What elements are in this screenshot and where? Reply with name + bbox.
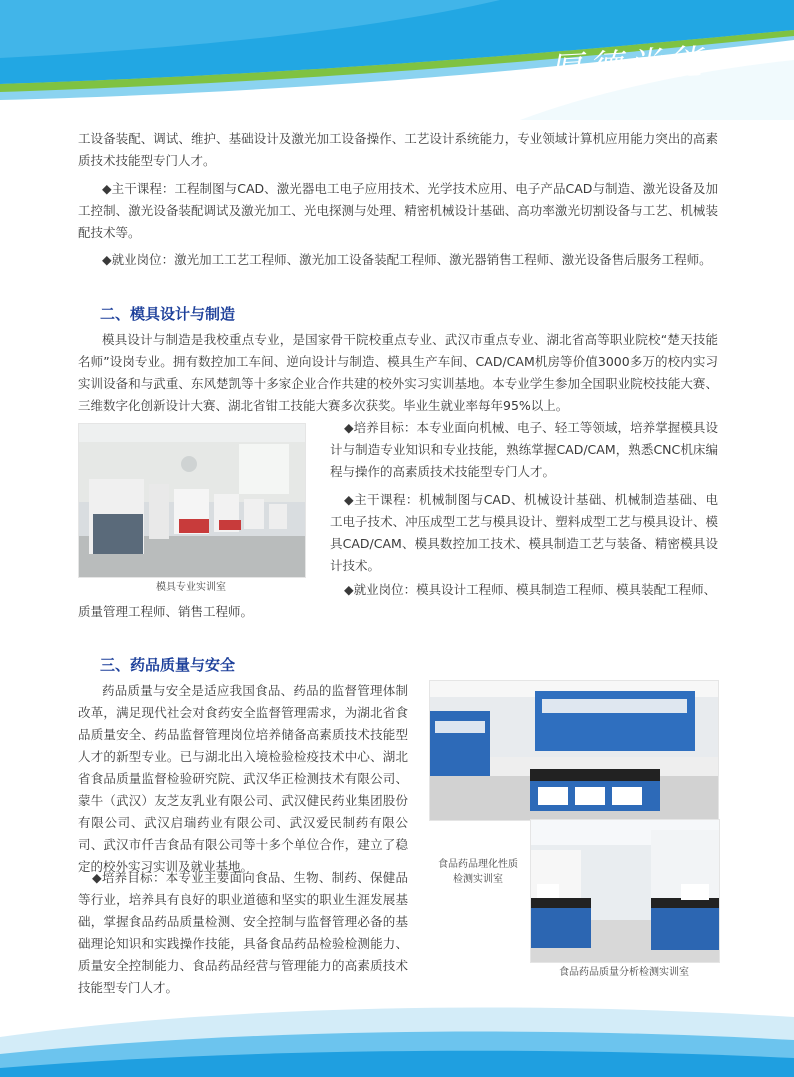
section3-title: 三、药品质量与安全	[100, 656, 236, 674]
footer-banner	[0, 982, 794, 1077]
section2-jobs-line1: ◆就业岗位：模具设计工程师、模具制造工程师、模具装配工程师、	[344, 582, 717, 597]
physchem-lab-caption	[436, 857, 520, 887]
mold-lab-photo	[78, 423, 306, 578]
section2-courses: ◆主干课程：机械制图与CAD、机械设计基础、机械制造基础、电工电子技术、冲压成型工艺与模具设计、塑料成型工艺与模具设计、模具CAD/CAM、模具数控加工技术、模具制造工艺与装备、精密模具设计技术。	[330, 492, 718, 573]
section2-goal: ◆培养目标：本专业面向机械、电子、轻工等领域，培养掌握模具设计与制造专业知识和专业技能，熟练掌握CAD/CAM，熟悉CNC机床编程与操作的高素质技术技能型专门人才。	[330, 420, 718, 479]
physchem-lab-caption-line2: 检测实训室	[453, 874, 503, 885]
intro-courses: ◆主干课程：工程制图与CAD、激光器电工电子应用技术、光学技术应用、电子产品CAD与制造、激光设备及加工控制、激光设备装配调试及激光加工、光电探测与处理、精密机械设计基础、高功率激光切割设备与工艺、机械装配技术等。	[78, 181, 718, 240]
physchem-lab-caption-line1: 食品药品理化性质	[438, 859, 518, 870]
mold-lab-caption: 模具专业实训室	[156, 582, 226, 593]
intro-jobs: ◆就业岗位：激光加工工艺工程师、激光加工设备装配工程师、激光器销售工程师、激光设备售后服务工程师。	[102, 252, 712, 267]
section2-jobs-line2: 质量管理工程师、销售工程师。	[78, 604, 254, 619]
section2-title: 二、模具设计与制造	[100, 305, 236, 323]
header-banner	[0, 0, 794, 120]
section3-intro: 药品质量与安全是适应我国食品、药品的监督管理体制改革，满足现代社会对食药安全监督管理需求，为湖北省食品质量安全、药品监督管理岗位培养储备高素质技术技能型人才的新型专业。已与湖北出入境检验检疫技术中心、湖北省食品质量监督检验研究院、武汉华正检测技术有限公司、蒙牛（武汉）友芝友乳业有限公司、武汉健民药业集团股份有限公司、武汉启瑞药业有限公司、武汉爱民制药有限公司、武汉市仟吉食品有限公司等十多个单位合作，建立了稳定的校外实习实训及就业基地。	[78, 683, 408, 874]
quality-lab-caption: 食品药品质量分析检测实训室	[559, 967, 689, 978]
section2-intro: 模具设计与制造是我校重点专业，是国家骨干院校重点专业、武汉市重点专业、湖北省高等职业院校“楚天技能名师”设岗专业。拥有数控加工车间、逆向设计与制造、模具生产车间、CAD/CAM机房等价值3000多万的校内实习实训设备和与武重、东风楚凯等十多家企业合作共建的校外实习实训基地。本专业学生参加全国职业院校技能大赛、三维数字化创新设计大赛、湖北省钳工技能大赛多次获奖。毕业生就业率每年95%以上。	[78, 332, 718, 413]
section3-goal: ◆培养目标：本专业主要面向食品、生物、制药、保健品等行业，培养具有良好的职业道德和坚实的职业生涯发展基础，掌握食品药品质量检测、安全控制与监督管理必备的基础理论知识和实践操作技能，具备食品药品检验检测能力、质量安全控制能力、食品药品经营与管理能力的高素质技术技能型专门人才。	[78, 870, 408, 995]
quality-lab-photo	[530, 819, 720, 963]
motto-calligraphy: 厚德尚能	[547, 41, 710, 91]
footer-wave-graphic	[0, 982, 794, 1077]
physchem-lab-photo	[429, 680, 719, 821]
intro-paragraph: 工设备装配、调试、维护、基础设计及激光加工设备操作、工艺设计系统能力，专业领域计算机应用能力突出的高素质技术技能型专门人才。	[78, 131, 718, 168]
